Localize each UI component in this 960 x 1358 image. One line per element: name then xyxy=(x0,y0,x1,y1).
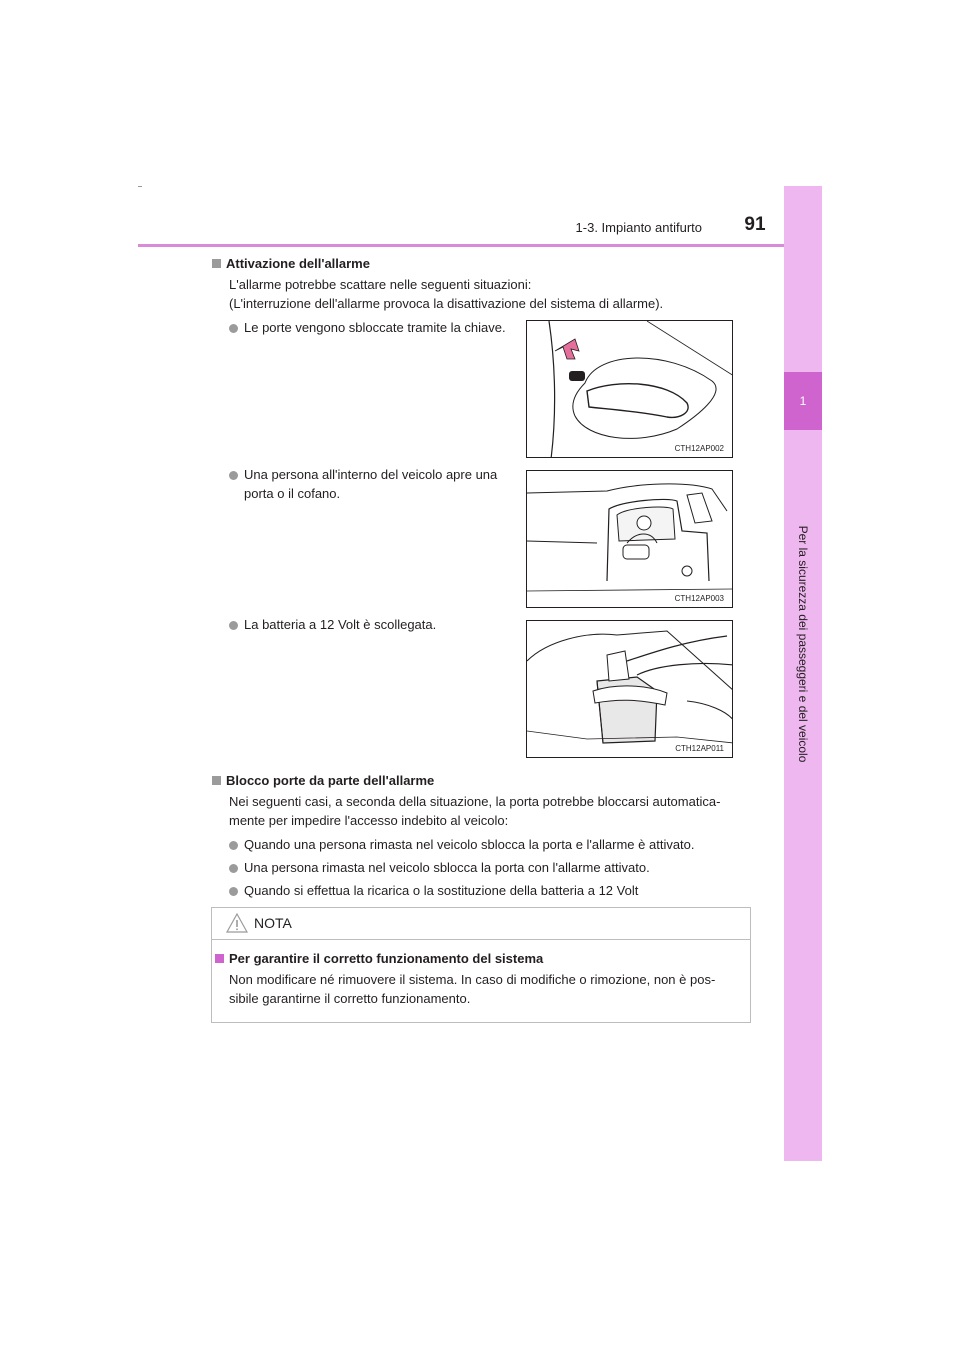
section-heading-door-lock-by-alarm: Blocco porte da parte dell'allarme xyxy=(212,773,434,788)
figure-code: CTH12AP003 xyxy=(674,594,724,603)
figure-door-key-unlock xyxy=(526,320,733,458)
door-handle-illustration xyxy=(527,321,733,458)
round-bullet-icon xyxy=(229,471,238,480)
note-title: NOTA xyxy=(254,915,292,931)
square-bullet-icon xyxy=(212,776,221,785)
intro-text: (L'interruzione dell'allarme provoca la disattivazione del sistema di allarme). xyxy=(229,296,664,311)
intro-text: mente per impedire l'accesso indebito al veicolo: xyxy=(229,813,509,828)
section-title: 1-3. Impianto antifurto xyxy=(575,220,702,235)
warning-triangle-icon xyxy=(226,913,248,933)
list-item: Quando una persona rimasta nel veicolo sblocca la porta e l'allarme è attivato. xyxy=(229,835,695,854)
list-item: Le porte vengono sbloccate tramite la chiave. xyxy=(229,318,506,337)
round-bullet-icon xyxy=(229,324,238,333)
square-bullet-icon xyxy=(215,954,224,963)
battery-illustration xyxy=(527,621,733,758)
list-item: La batteria a 12 Volt è scollegata. xyxy=(229,615,436,634)
chapter-label: Per la sicurezza dei passeggeri e del veicolo xyxy=(796,525,810,763)
round-bullet-icon xyxy=(229,841,238,850)
intro-text: Nei seguenti casi, a seconda della situazione, la porta potrebbe bloccarsi automatica- xyxy=(229,794,721,809)
note-header xyxy=(212,908,750,940)
figure-person-opens-door xyxy=(526,470,733,608)
note-box xyxy=(211,907,751,1023)
round-bullet-icon xyxy=(229,887,238,896)
square-bullet-icon xyxy=(212,259,221,268)
note-body: Non modificare né rimuovere il sistema. In caso di modifiche o rimozione, non è pos- xyxy=(229,972,716,987)
list-item: Una persona rimasta nel veicolo sblocca la porta con l'allarme attivato. xyxy=(229,858,650,877)
list-item-continued: porta o il cofano. xyxy=(244,486,341,501)
round-bullet-icon xyxy=(229,621,238,630)
figure-code: CTH12AP002 xyxy=(674,444,724,453)
intro-text: L'allarme potrebbe scattare nelle seguenti situazioni: xyxy=(229,277,532,292)
crop-mark xyxy=(138,186,142,187)
figure-battery-disconnected xyxy=(526,620,733,758)
header-rule xyxy=(138,244,821,247)
page-number: 91 xyxy=(744,214,766,235)
list-item: Quando si effettua la ricarica o la sostituzione della batteria a 12 Volt xyxy=(229,881,638,900)
list-item: Una persona all'interno del veicolo apre una xyxy=(229,465,517,484)
round-bullet-icon xyxy=(229,864,238,873)
note-body: sibile garantirne il corretto funzionamento. xyxy=(229,991,471,1006)
note-heading: Per garantire il corretto funzionamento del sistema xyxy=(215,951,543,966)
car-door-illustration xyxy=(527,471,733,608)
chapter-number: 1 xyxy=(784,372,822,430)
section-heading-alarm-activation: Attivazione dell'allarme xyxy=(212,256,370,271)
figure-code: CTH12AP011 xyxy=(675,744,724,753)
